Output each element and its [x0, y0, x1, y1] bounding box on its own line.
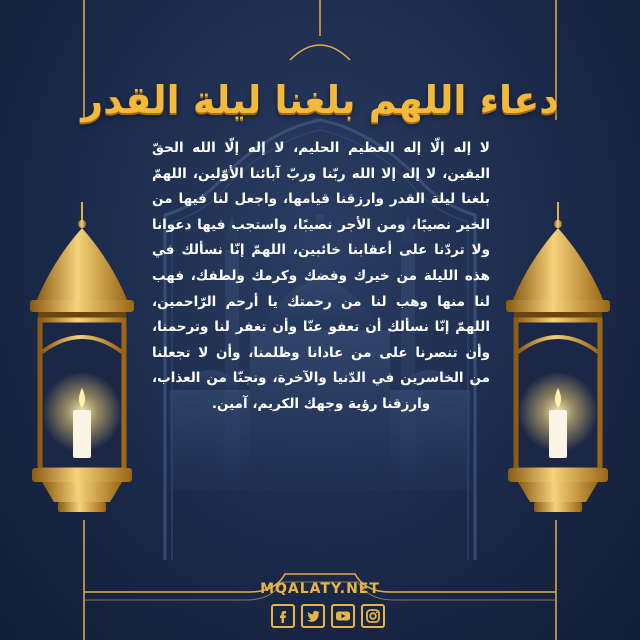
page-title: دعاء اللهم بلغنا ليلة القدر: [81, 78, 559, 122]
instagram-icon[interactable]: [361, 604, 385, 628]
prayer-text: لا إله إلّا إله العظيم الحليم، لا إله إلّا الله الحقّ اليقين، لا إله إلا الله ربّنا وربّ آبائنا الأوّلين، اللهمّ بلغنا ليلة القدر وارزقنا قيامها، واجعل لنا فيها من الخير نصيبًا، ومن الأجر نصيبًا، واستجب فيها دعوانا ولا تردّنا على أعقابنا خائبين، اللهمّ إنّا نسألك في هذه الليلة من خيرك وفضك وكرمك ولطفك، فهب لنا منها وهب لنا من رحمتك يا أرحم الرّاحمين، اللهمّ إنّا نسألك أن تعفو عنّا وأن تغفر لنا وترحمنا، وأن تنصرنا على من عادانا وظلمنا، وأن لا تجعلنا من الخاسرين في الدّنيا والآخرة، ونجنّا من العذاب، وارزقنا رؤية وجهك الكريم، آمين.: [152, 140, 490, 412]
facebook-icon[interactable]: [271, 604, 295, 628]
lantern-right-icon: [494, 202, 622, 527]
site-name[interactable]: MQALATY.NET: [260, 581, 380, 597]
social-links: [271, 604, 385, 628]
youtube-icon[interactable]: [331, 604, 355, 628]
lantern-left-icon: [18, 202, 146, 527]
twitter-icon[interactable]: [301, 604, 325, 628]
